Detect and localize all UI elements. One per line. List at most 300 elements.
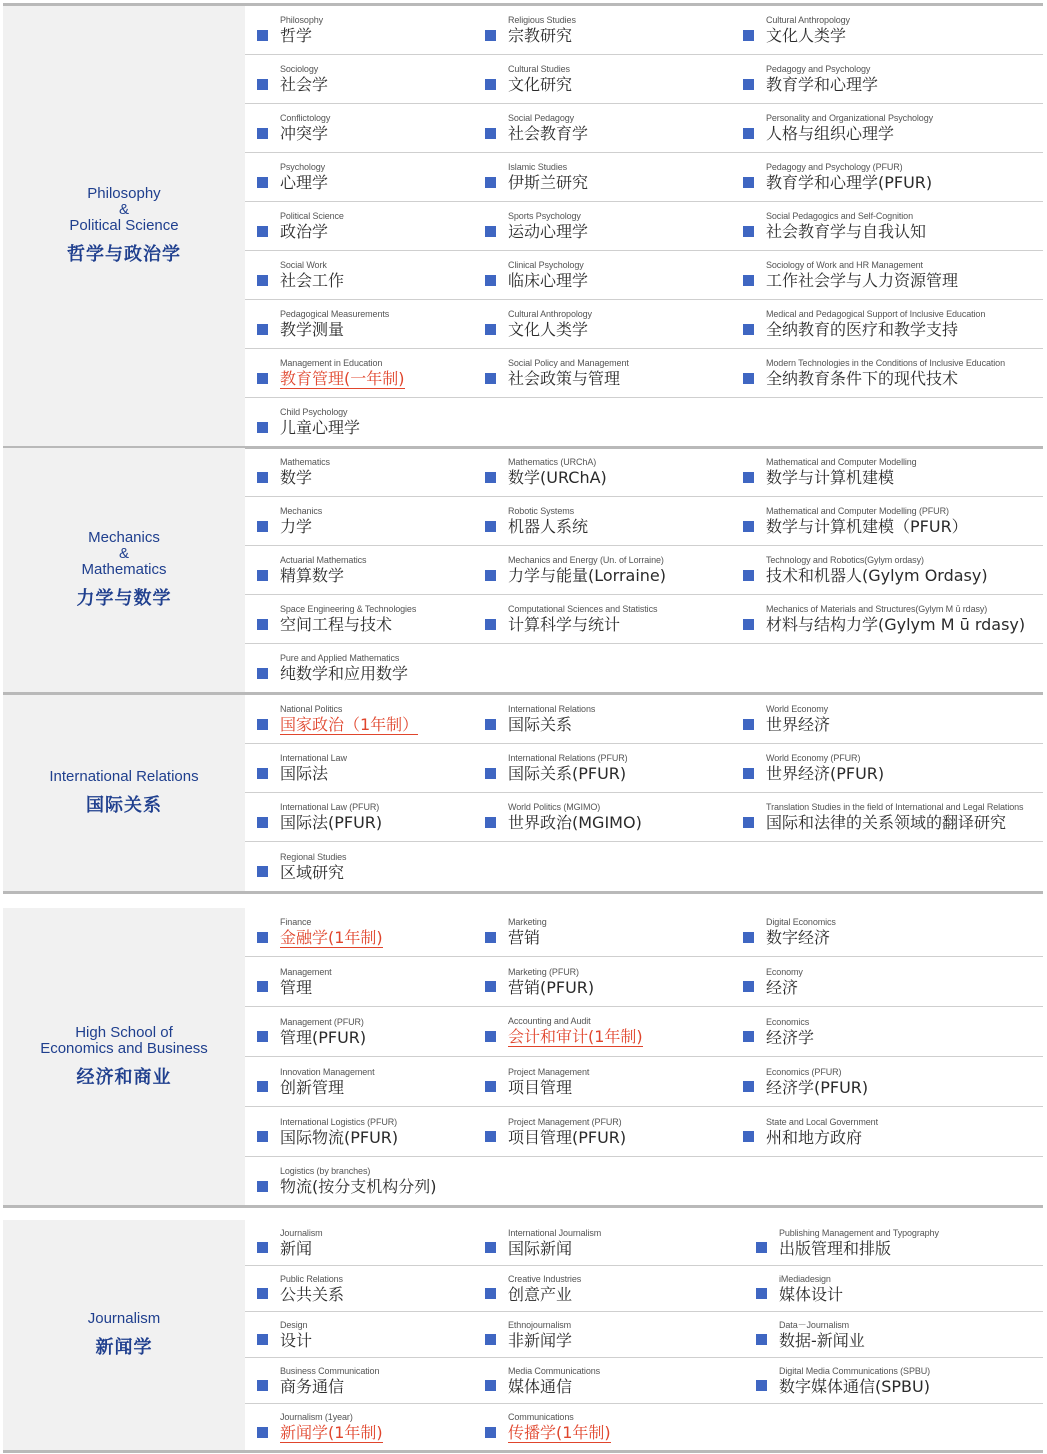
program-name-en: Child Psychology (280, 407, 348, 417)
square-bullet-icon (257, 619, 268, 630)
program-item (473, 908, 731, 956)
program-name-zh: 商务通信 (280, 1376, 345, 1396)
program-name-zh: 数学与计算机建模（PFUR） (766, 517, 968, 536)
program-name-en: Modern Technologies in the Conditions of Inclusive Education (766, 358, 1005, 368)
table-row (245, 104, 1043, 153)
program-name-zh: 人格与组织心理学 (766, 124, 895, 143)
table-row (245, 1266, 1043, 1312)
table-row (245, 1007, 1043, 1057)
program-item (245, 300, 473, 348)
program-name-zh: 媒体通信 (508, 1376, 573, 1396)
square-bullet-icon (485, 324, 496, 335)
program-name-en: International Relations (PFUR) (508, 753, 628, 763)
square-bullet-icon (257, 128, 268, 139)
program-name-zh: 社会政策与管理 (508, 369, 621, 388)
square-bullet-icon (485, 79, 496, 90)
program-name-en: Cultural Anthropology (766, 15, 850, 25)
program-name-en: Mathematical and Computer Modelling (PFUR) (766, 506, 949, 516)
program-item (473, 1404, 744, 1450)
table-row (245, 300, 1043, 349)
program-item (473, 202, 731, 250)
program-name-zh: 经济 (766, 977, 799, 997)
program-item (473, 6, 731, 54)
program-name-en: Religious Studies (508, 15, 576, 25)
program-rows (245, 448, 1043, 692)
program-item (731, 595, 1031, 643)
program-name-en: International Law (PFUR) (280, 802, 380, 812)
program-name-en: Innovation Management (280, 1066, 375, 1077)
program-name-en: World Economy (PFUR) (766, 753, 861, 763)
program-rows (245, 908, 1043, 1205)
program-name-zh: 数据-新闻业 (779, 1330, 865, 1350)
square-bullet-icon (485, 1334, 496, 1345)
program-name-en: Project Management (PFUR) (508, 1116, 622, 1127)
section-label-zh: 新闻学 (95, 1337, 153, 1358)
program-name-zh: 机器人系统 (508, 517, 589, 536)
section-4 (3, 1220, 1043, 1453)
program-name-zh-highlight: 教育管理(一年制) (280, 368, 405, 388)
program-name-en: Personality and Organizational Psychology (766, 113, 933, 123)
table-row (245, 497, 1043, 546)
program-name-en: Communications (508, 1411, 574, 1422)
program-name-zh: 冲突学 (280, 124, 329, 143)
section-3 (3, 908, 1043, 1208)
square-bullet-icon (485, 1031, 496, 1042)
square-bullet-icon (485, 619, 496, 630)
program-name-zh: 宗教研究 (508, 26, 573, 45)
program-item (473, 153, 731, 201)
square-bullet-icon (743, 719, 754, 730)
program-name-zh: 经济学(PFUR) (766, 1077, 869, 1097)
table-row (245, 744, 1043, 793)
square-bullet-icon (743, 817, 754, 828)
square-bullet-icon (743, 619, 754, 630)
program-name-en: Publishing Management and Typography (779, 1227, 939, 1238)
square-bullet-icon (485, 1131, 496, 1142)
table-row (245, 398, 1043, 446)
program-name-en: Ethnojournalism (508, 1319, 572, 1330)
square-bullet-icon (257, 981, 268, 992)
program-name-zh: 材料与结构力学(Gylym M ū rdasy) (766, 615, 1026, 634)
program-name-en: Social Policy and Management (508, 358, 629, 368)
program-name-zh: 全纳教育条件下的现代技术 (766, 369, 959, 388)
program-name-zh: 技术和机器人(Gylym Ordasy) (766, 566, 988, 585)
program-item (473, 251, 731, 299)
program-item (473, 1266, 744, 1311)
square-bullet-icon (756, 1380, 767, 1391)
square-bullet-icon (257, 275, 268, 286)
program-name-zh: 政治学 (280, 222, 329, 241)
square-bullet-icon (485, 1380, 496, 1391)
square-bullet-icon (257, 768, 268, 779)
program-item (473, 744, 731, 792)
program-name-zh-highlight: 金融学(1年制) (280, 927, 383, 947)
program-item (473, 300, 731, 348)
program-name-zh: 项目管理 (508, 1077, 573, 1097)
square-bullet-icon (257, 817, 268, 828)
program-item (473, 1007, 731, 1056)
square-bullet-icon (743, 932, 754, 943)
program-item (473, 1107, 731, 1156)
program-item (731, 104, 1031, 152)
program-name-zh: 伊斯兰研究 (508, 173, 589, 192)
square-bullet-icon (257, 226, 268, 237)
square-bullet-icon (257, 373, 268, 384)
square-bullet-icon (743, 1081, 754, 1092)
program-item (245, 644, 473, 692)
program-item (473, 1057, 731, 1106)
table-row (245, 349, 1043, 398)
program-item (245, 1107, 473, 1156)
program-item (473, 104, 731, 152)
program-item (245, 546, 473, 594)
program-name-en: Economics (PFUR) (766, 1066, 842, 1077)
square-bullet-icon (743, 472, 754, 483)
square-bullet-icon (743, 1031, 754, 1042)
program-item (731, 300, 1031, 348)
program-name-zh: 力学与能量(Lorraine) (508, 566, 667, 585)
square-bullet-icon (257, 30, 268, 41)
program-item (731, 908, 1031, 956)
program-name-en: Mathematical and Computer Modelling (766, 457, 917, 467)
program-name-en: National Politics (280, 703, 343, 714)
program-name-en: Political Science (280, 211, 344, 221)
program-name-zh: 媒体设计 (779, 1284, 844, 1304)
square-bullet-icon (257, 177, 268, 188)
table-row (245, 1312, 1043, 1358)
program-name-zh: 国际物流(PFUR) (280, 1127, 399, 1147)
square-bullet-icon (485, 981, 496, 992)
program-name-en: Robotic Systems (508, 506, 575, 516)
program-name-zh: 运动心理学 (508, 222, 589, 241)
section-label-en: Philosophy & Political Science (69, 185, 179, 234)
table-row (245, 1220, 1043, 1266)
square-bullet-icon (485, 1288, 496, 1299)
square-bullet-icon (743, 30, 754, 41)
square-bullet-icon (743, 768, 754, 779)
program-item (731, 957, 1031, 1006)
program-name-zh: 数字媒体通信(SPBU) (779, 1376, 930, 1396)
program-item (731, 793, 1031, 841)
program-item (731, 349, 1031, 397)
program-rows (245, 1220, 1043, 1450)
program-item (731, 202, 1031, 250)
program-item (245, 695, 473, 743)
square-bullet-icon (743, 226, 754, 237)
program-item (731, 546, 1031, 594)
square-bullet-icon (756, 1334, 767, 1345)
program-name-en: Accounting and Audit (508, 1016, 591, 1026)
program-name-en: International Journalism (508, 1227, 602, 1238)
program-rows (245, 695, 1043, 891)
table-row (245, 55, 1043, 104)
program-name-en: Conflictology (280, 113, 331, 123)
square-bullet-icon (743, 570, 754, 581)
program-item (245, 1157, 473, 1205)
program-name-en: Actuarial Mathematics (280, 555, 367, 565)
table-row (245, 448, 1043, 497)
program-name-zh: 文化人类学 (508, 320, 589, 339)
section-label (3, 695, 245, 891)
square-bullet-icon (485, 1427, 496, 1438)
square-bullet-icon (485, 1081, 496, 1092)
program-name-zh-highlight: 会计和审计(1年制) (508, 1027, 643, 1046)
program-item (245, 104, 473, 152)
program-name-en: Mathematics (280, 457, 330, 467)
program-item (731, 55, 1031, 103)
program-name-en: State and Local Government (766, 1116, 878, 1127)
program-item (245, 202, 473, 250)
program-item (245, 1266, 473, 1311)
program-name-en: Data－Journalism (779, 1319, 850, 1330)
square-bullet-icon (485, 719, 496, 730)
program-name-zh: 营销(PFUR) (508, 977, 595, 997)
square-bullet-icon (257, 668, 268, 679)
program-item (245, 251, 473, 299)
program-item (473, 1358, 744, 1403)
square-bullet-icon (257, 324, 268, 335)
program-name-en: Social Pedagogy (508, 113, 575, 123)
program-name-en: International Logistics (PFUR) (280, 1116, 398, 1127)
program-name-zh: 心理学 (280, 173, 329, 192)
program-name-zh: 管理 (280, 977, 313, 997)
square-bullet-icon (743, 324, 754, 335)
program-name-zh: 数字经济 (766, 928, 831, 947)
table-row (245, 595, 1043, 644)
program-item (245, 1404, 473, 1450)
program-item (245, 349, 473, 397)
square-bullet-icon (257, 719, 268, 730)
program-name-zh: 物流(按分支机构分列) (280, 1177, 437, 1196)
program-name-en: Mechanics (280, 506, 323, 516)
program-name-en: Medical and Pedagogical Support of Inclusive Education (766, 309, 986, 319)
program-name-en: Pedagogy and Psychology (766, 64, 871, 74)
program-name-en: Philosophy (280, 15, 324, 25)
program-item (731, 497, 1031, 545)
square-bullet-icon (743, 373, 754, 384)
program-name-zh: 国际关系(PFUR) (508, 764, 627, 783)
square-bullet-icon (485, 768, 496, 779)
program-name-en: Management (280, 966, 332, 977)
program-name-zh: 州和地方政府 (766, 1127, 863, 1147)
program-name-zh: 非新闻学 (508, 1330, 573, 1350)
program-item (731, 1107, 1031, 1156)
program-name-zh: 区域研究 (280, 862, 345, 882)
program-item (245, 595, 473, 643)
square-bullet-icon (756, 1242, 767, 1253)
program-name-zh: 社会工作 (280, 271, 345, 290)
square-bullet-icon (485, 177, 496, 188)
program-item (245, 1312, 473, 1357)
program-name-zh: 社会教育学 (508, 124, 589, 143)
program-name-en: Pure and Applied Mathematics (280, 653, 400, 663)
square-bullet-icon (257, 422, 268, 433)
program-name-en: Regional Studies (280, 851, 347, 862)
program-item (473, 695, 731, 743)
program-name-zh: 力学 (280, 517, 313, 536)
program-name-en: Finance (280, 916, 312, 927)
program-name-zh: 项目管理(PFUR) (508, 1127, 627, 1147)
program-item (245, 153, 473, 201)
table-row (245, 957, 1043, 1007)
program-name-zh: 设计 (280, 1330, 313, 1350)
program-name-en: Media Communications (508, 1365, 601, 1376)
program-item (731, 744, 1031, 792)
program-name-zh-highlight: 国家政治（1年制） (280, 714, 419, 734)
program-name-zh: 教学测量 (280, 320, 345, 339)
square-bullet-icon (257, 1181, 268, 1192)
section-label-en: High School of Economics and Business (40, 1023, 208, 1057)
program-name-zh: 数学(URChA) (508, 468, 607, 487)
program-name-zh: 精算数学 (280, 566, 345, 585)
square-bullet-icon (257, 932, 268, 943)
table-row (245, 153, 1043, 202)
program-name-en: World Economy (766, 704, 829, 714)
square-bullet-icon (257, 1334, 268, 1345)
square-bullet-icon (756, 1288, 767, 1299)
program-name-en: Journalism (280, 1227, 323, 1238)
program-name-zh: 出版管理和排版 (779, 1238, 892, 1258)
program-name-en: Journalism (1year) (280, 1411, 353, 1422)
square-bullet-icon (743, 275, 754, 286)
table-row (245, 1057, 1043, 1107)
program-item (473, 497, 731, 545)
square-bullet-icon (485, 817, 496, 828)
table-row (245, 644, 1043, 692)
program-item (473, 595, 731, 643)
program-name-en: Economy (766, 966, 803, 977)
program-rows (245, 6, 1043, 446)
program-name-en: Cultural Studies (508, 64, 570, 74)
program-name-en: Mechanics of Materials and Structures(Gylym M ū rdasy) (766, 604, 988, 614)
program-name-zh: 计算科学与统计 (508, 615, 621, 634)
section-label-zh: 国际关系 (86, 795, 162, 816)
program-name-zh: 管理(PFUR) (280, 1027, 367, 1047)
section-label (3, 6, 245, 446)
program-item (473, 1220, 744, 1265)
program-name-en: Clinical Psychology (508, 260, 584, 270)
square-bullet-icon (257, 1131, 268, 1142)
square-bullet-icon (257, 472, 268, 483)
program-name-zh: 创意产业 (508, 1284, 573, 1304)
program-item (245, 957, 473, 1006)
program-item (473, 349, 731, 397)
program-item (245, 744, 473, 792)
program-name-zh: 工作社会学与人力资源管理 (766, 271, 959, 290)
program-name-zh-highlight: 传播学(1年制) (508, 1422, 611, 1442)
program-item (731, 251, 1031, 299)
square-bullet-icon (485, 30, 496, 41)
program-name-en: Social Pedagogics and Self-Cognition (766, 211, 913, 221)
program-name-en: Marketing (PFUR) (508, 966, 579, 977)
program-name-en: iMediadesign (779, 1273, 831, 1284)
program-item (245, 448, 473, 496)
program-item (473, 793, 731, 841)
program-item (245, 1220, 473, 1265)
program-name-zh: 世界经济(PFUR) (766, 764, 885, 783)
program-name-zh: 空间工程与技术 (280, 615, 393, 634)
program-name-en: Space Engineering & Technologies (280, 604, 417, 614)
square-bullet-icon (485, 275, 496, 286)
program-name-zh: 国际法(PFUR) (280, 813, 383, 832)
program-name-zh: 数学 (280, 468, 313, 487)
program-item (245, 1007, 473, 1056)
square-bullet-icon (257, 1031, 268, 1042)
section-label-zh: 哲学与政治学 (67, 244, 181, 265)
square-bullet-icon (743, 79, 754, 90)
square-bullet-icon (743, 981, 754, 992)
program-item (744, 1220, 1034, 1265)
program-name-zh: 创新管理 (280, 1077, 345, 1097)
program-item (245, 6, 473, 54)
table-row (245, 202, 1043, 251)
program-name-en: Computational Sciences and Statistics (508, 604, 658, 614)
table-row (245, 1157, 1043, 1205)
square-bullet-icon (485, 373, 496, 384)
program-item (245, 1057, 473, 1106)
square-bullet-icon (257, 1380, 268, 1391)
square-bullet-icon (743, 177, 754, 188)
section-label (3, 1220, 245, 1450)
section-1 (3, 448, 1043, 695)
program-name-zh: 社会学 (280, 75, 329, 94)
program-name-en: Management (PFUR) (280, 1016, 364, 1027)
square-bullet-icon (257, 521, 268, 532)
program-name-zh-highlight: 新闻学(1年制) (280, 1422, 383, 1442)
program-name-en: Business Communication (280, 1365, 380, 1376)
square-bullet-icon (485, 1242, 496, 1253)
square-bullet-icon (485, 128, 496, 139)
program-name-zh: 数学与计算机建模 (766, 468, 895, 487)
square-bullet-icon (485, 472, 496, 483)
program-item (245, 793, 473, 841)
program-name-en: Social Work (280, 260, 327, 270)
program-name-en: Digital Media Communications (SPBU) (779, 1365, 931, 1376)
program-name-zh: 教育学和心理学 (766, 75, 879, 94)
table-row (245, 546, 1043, 595)
program-item (245, 1358, 473, 1403)
program-name-en: Sports Psychology (508, 211, 581, 221)
program-name-en: Psychology (280, 162, 326, 172)
program-name-en: Sociology of Work and HR Management (766, 260, 923, 270)
program-name-en: Translation Studies in the field of International and Legal Relations (766, 802, 1024, 812)
square-bullet-icon (257, 1081, 268, 1092)
program-name-zh: 儿童心理学 (280, 418, 361, 437)
program-name-zh: 全纳教育的医疗和教学支持 (766, 320, 959, 339)
program-name-zh: 国际关系 (508, 715, 573, 734)
section-0 (3, 3, 1043, 449)
program-name-en: Marketing (508, 917, 547, 927)
program-item (245, 842, 473, 891)
program-name-zh: 国际新闻 (508, 1238, 573, 1258)
program-item (473, 957, 731, 1006)
square-bullet-icon (743, 128, 754, 139)
program-item (473, 55, 731, 103)
program-item (731, 448, 1031, 496)
section-label (3, 448, 245, 692)
program-item (245, 497, 473, 545)
program-item (245, 55, 473, 103)
program-name-zh: 新闻 (280, 1238, 313, 1258)
program-name-en: World Politics (MGIMO) (508, 802, 601, 812)
section-2 (3, 695, 1043, 894)
program-name-en: Logistics (by branches) (280, 1166, 371, 1176)
program-name-en: Technology and Robotics(Gylym ordasy) (766, 555, 924, 565)
program-item (744, 1312, 1034, 1357)
program-item (744, 1358, 1034, 1403)
program-item (731, 6, 1031, 54)
program-name-zh: 纯数学和应用数学 (280, 664, 409, 683)
